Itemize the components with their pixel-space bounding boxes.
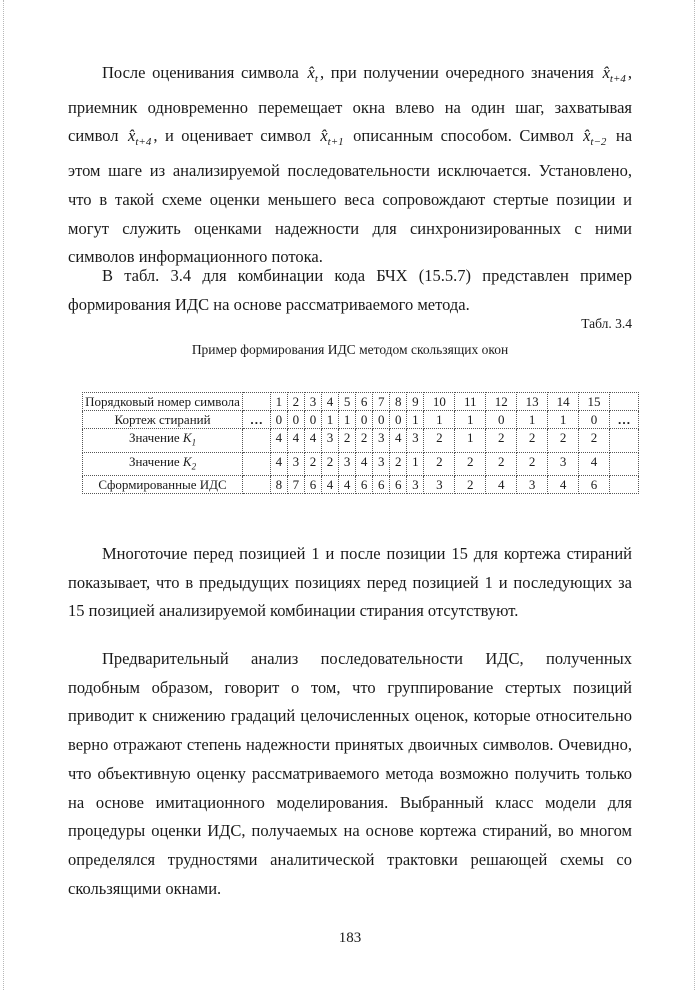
symbol-x-t-minus-2: $x̂_{t-2}$ [583,126,607,149]
position-cell: 2 [287,393,304,411]
ids-value-cell: 2 [455,476,486,494]
k1-row [83,429,639,453]
erasure-value-cell: 0 [287,411,304,429]
page-border-right [694,0,695,990]
empty-cell [243,393,271,411]
position-cell: 10 [424,393,455,411]
symbol-x-t-plus-1: $x̂_{t+1}$ [320,126,344,149]
position-cell: 5 [339,393,356,411]
empty-cell [243,429,271,453]
erasure-value-cell: 1 [548,411,579,429]
erasure-value-cell: 1 [517,411,548,429]
position-cell: 7 [373,393,390,411]
paragraph-2 [68,262,632,319]
k2-value-cell: 3 [287,452,304,476]
ids-value-cell: 3 [517,476,548,494]
erasure-label-cell: Кортеж стираний [83,411,243,429]
k2-value-cell: 3 [339,452,356,476]
erasure-value-cell: 0 [390,411,407,429]
position-cell: 9 [407,393,424,411]
position-cell: 14 [548,393,579,411]
ids-table [82,392,639,494]
k2-value-cell: 2 [517,452,548,476]
paragraph-1 [68,59,632,272]
k2-value-cell: 2 [486,452,517,476]
erasure-value-cell: 0 [270,411,287,429]
ellipsis-cell: … [243,411,271,429]
k1-value-cell: 4 [304,429,321,453]
k2-value-cell: 2 [424,452,455,476]
symbol-x-t-plus-4: $x̂_{t+4}$ [602,63,626,85]
k2-label-cell: Значение $K_2$ [83,452,243,476]
position-cell: 1 [270,393,287,411]
symbol-x-t-plus-4: $x̂_{t+4}$ [128,126,152,149]
k2-value-cell: 4 [270,452,287,476]
k1-value-cell: 1 [455,429,486,453]
k2-value-cell: 3 [548,452,579,476]
k1-value-cell: 2 [548,429,579,453]
page-border-left [3,0,4,990]
table-caption: Пример формирования ИДС методом скользящих окон [191,342,509,357]
k1-value-cell: 2 [579,429,610,453]
k1-value-cell: 3 [407,429,424,453]
erasure-row [83,411,639,429]
erasure-value-cell: 1 [321,411,338,429]
table-header-row [83,393,639,411]
paragraph-text: описанным способом. Символ [353,126,574,146]
k2-value-cell: 2 [390,452,407,476]
paragraph-text: , при получении очередного значения [319,63,594,82]
paragraph-text: , приемник одновременно перемещает окна влево на один шаг, захватывая символ [68,63,632,146]
k1-value-cell: 4 [287,429,304,453]
position-cell: 11 [455,393,486,411]
paragraph-text: на этом шаге из анализируемой последовательности исключается. Установлено, что в такой схеме оценки меньшего веса сопровождают стертые позиции и могут служить оценками надежности для синхронизированных с ними символов информационного потока. [68,126,633,267]
erasure-value-cell: 0 [356,411,373,429]
empty-cell [609,429,638,453]
ids-value-cell: 4 [321,476,338,494]
paragraph-text: Многоточие перед позицией 1 и после позиции 15 для кортежа стираний показывает, что в предыдущих позициях перед позицией 1 и последующих за 15 позицией анализируемой комбинации стирания отсутствуют. [68,544,632,621]
ids-value-cell: 6 [304,476,321,494]
header-label-cell: Порядковый номер символа [83,393,243,411]
k1-value-cell: 2 [356,429,373,453]
erasure-value-cell: 0 [304,411,321,429]
page-number: 183 [338,930,362,946]
erasure-value-cell: 0 [486,411,517,429]
paragraph-text: В табл. 3.4 для комбинации кода БЧХ (15.5.7) представлен пример формирования ИДС на основе рассматриваемого метода. [68,266,632,314]
position-cell: 3 [304,393,321,411]
erasure-value-cell: 1 [339,411,356,429]
erasure-value-cell: 1 [424,411,455,429]
k2-value-cell: 2 [304,452,321,476]
paragraph-4 [68,645,632,903]
position-cell: 6 [356,393,373,411]
paragraph-text: , и оценивает символ [153,126,311,146]
ids-value-cell: 3 [407,476,424,494]
erasure-value-cell: 0 [579,411,610,429]
empty-cell [609,452,638,476]
position-cell: 13 [517,393,548,411]
ids-value-cell: 6 [373,476,390,494]
k2-value-cell: 2 [455,452,486,476]
ids-value-cell: 6 [356,476,373,494]
empty-cell [609,476,638,494]
empty-cell [243,476,271,494]
empty-cell [243,452,271,476]
ellipsis-cell: … [609,411,638,429]
k1-value-cell: 3 [321,429,338,453]
table-number: Табл. 3.4 [581,316,632,331]
ids-value-cell: 8 [270,476,287,494]
paragraph-3 [68,540,632,626]
ids-value-cell: 7 [287,476,304,494]
ids-value-cell: 4 [548,476,579,494]
k1-value-cell: 3 [373,429,390,453]
ids-label-cell: Сформированные ИДС [83,476,243,494]
ids-value-cell: 4 [486,476,517,494]
k2-value-cell: 3 [373,452,390,476]
symbol-x-t: $x̂_t$ [307,63,318,85]
k2-value-cell: 1 [407,452,424,476]
ids-value-cell: 6 [579,476,610,494]
erasure-value-cell: 0 [373,411,390,429]
k2-value-cell: 4 [579,452,610,476]
k1-value-cell: 2 [339,429,356,453]
k2-value-cell: 2 [321,452,338,476]
k1-value-cell: 4 [390,429,407,453]
position-cell: 4 [321,393,338,411]
ids-value-cell: 4 [339,476,356,494]
k1-value-cell: 2 [517,429,548,453]
paragraph-text: После оценивания символа [102,63,299,82]
k2-value-cell: 4 [356,452,373,476]
erasure-value-cell: 1 [455,411,486,429]
k2-row [83,452,639,476]
position-cell: 15 [579,393,610,411]
k1-value-cell: 4 [270,429,287,453]
k1-value-cell: 2 [424,429,455,453]
empty-cell [609,393,638,411]
ids-row [83,476,639,494]
k1-value-cell: 2 [486,429,517,453]
position-cell: 12 [486,393,517,411]
k1-label-cell: Значение $K_1$ [83,429,243,453]
ids-value-cell: 6 [390,476,407,494]
ids-value-cell: 3 [424,476,455,494]
erasure-value-cell: 1 [407,411,424,429]
position-cell: 8 [390,393,407,411]
paragraph-text: Предварительный анализ последовательности ИДС, полученных подобным образом, говорит о том, что группирование стертых позиций приводит к снижению градаций целочисленных оценок, которые относительно верно отражают степень надежности принятых двоичных символов. Очевидно, что объективную оценку рассматриваемого метода возможно получить только на основе имитационного моделирования. Выбранный класс модели для процедуры оценки ИДС, получаемых на основе кортежа стираний, во многом определялся трудностями аналитической трактовки решающей схемы со скользящими окнами. [68,649,632,898]
